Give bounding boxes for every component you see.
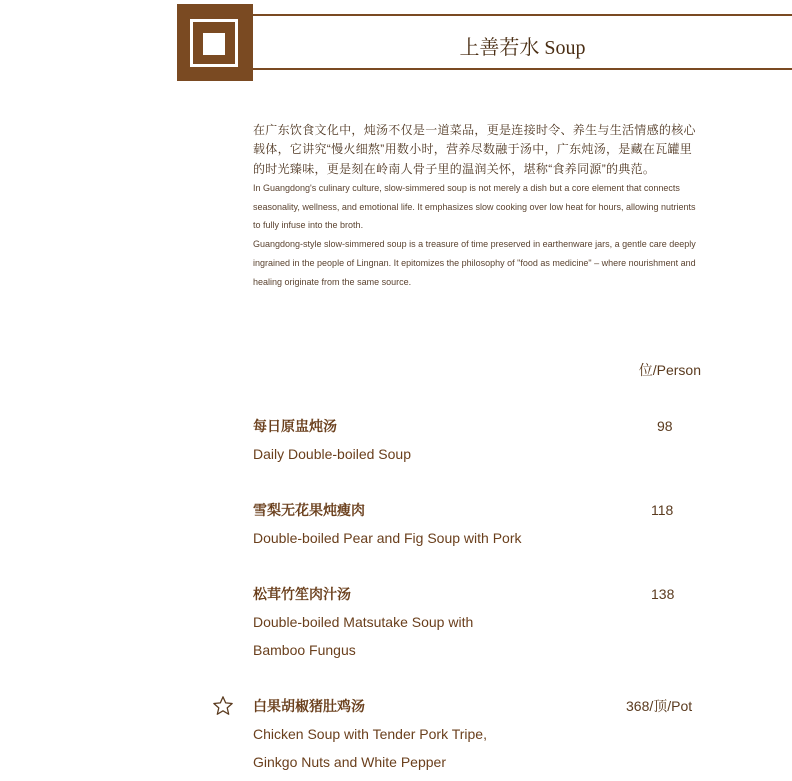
item-name-chinese: 白果胡椒猪肚鸡汤 [253, 698, 365, 714]
item-name-english: Double-boiled Matsutake Soup with Bamboo Fungus [253, 614, 474, 658]
star-icon[interactable] [212, 695, 234, 717]
menu-item[interactable] [253, 692, 703, 776]
item-name-chinese: 每日原盅炖汤 [253, 418, 337, 434]
intro-english-2: Guangdong-style slow-simmered soup is a treasure of time preserved in earthenware jars, a gentle care deeply ingrained in the people of Lingnan. It epitomizes the philosophy of "food as medicine" – where nourishment and healing originate from the same source. [253, 239, 696, 287]
item-name-english: Chicken Soup with Tender Pork Tripe, Ginkgo Nuts and White Pepper [253, 726, 487, 770]
item-name-english: Daily Double-boiled Soup [253, 446, 411, 462]
menu-item[interactable] [253, 412, 703, 468]
menu-item[interactable] [253, 496, 703, 552]
intro-chinese: 在广东饮食文化中，炖汤不仅是一道菜品，更是连接时令、养生与生活情感的核心载体，它讲究“慢火细熬”用数小时，营养尽数融于汤中，广东炖汤，是藏在瓦罐里的时光臻味，更是刻在岭南人骨子里的温润关怀，堪称“食养同源”的典范。 [253, 123, 696, 176]
intro-english-1: In Guangdong's culinary culture, slow-simmered soup is not merely a dish but a core element that connects seasonality, wellness, and emotional life. It emphasizes slow cooking over low heat for hours, allowing nutrients to fully infuse into the broth. [253, 182, 696, 231]
menu-item[interactable] [253, 580, 703, 664]
item-name-chinese: 雪梨无花果炖瘦肉 [253, 502, 365, 518]
item-price: 368/顶/Pot [626, 698, 693, 714]
intro-section [253, 121, 703, 292]
logo-square [203, 33, 225, 55]
item-price: 118 [651, 502, 674, 518]
price-unit-label: 位/Person [638, 362, 701, 378]
item-name-chinese: 松茸竹笙肉汁汤 [253, 586, 351, 602]
header-bottom-rule [253, 68, 792, 70]
brand-logo [177, 4, 253, 81]
page-title: 上善若水 Soup [459, 37, 586, 59]
item-name-english: Double-boiled Pear and Fig Soup with Pork [253, 530, 522, 546]
item-price: 138 [651, 586, 675, 602]
item-price: 98 [657, 418, 673, 434]
header-top-rule [253, 14, 792, 16]
